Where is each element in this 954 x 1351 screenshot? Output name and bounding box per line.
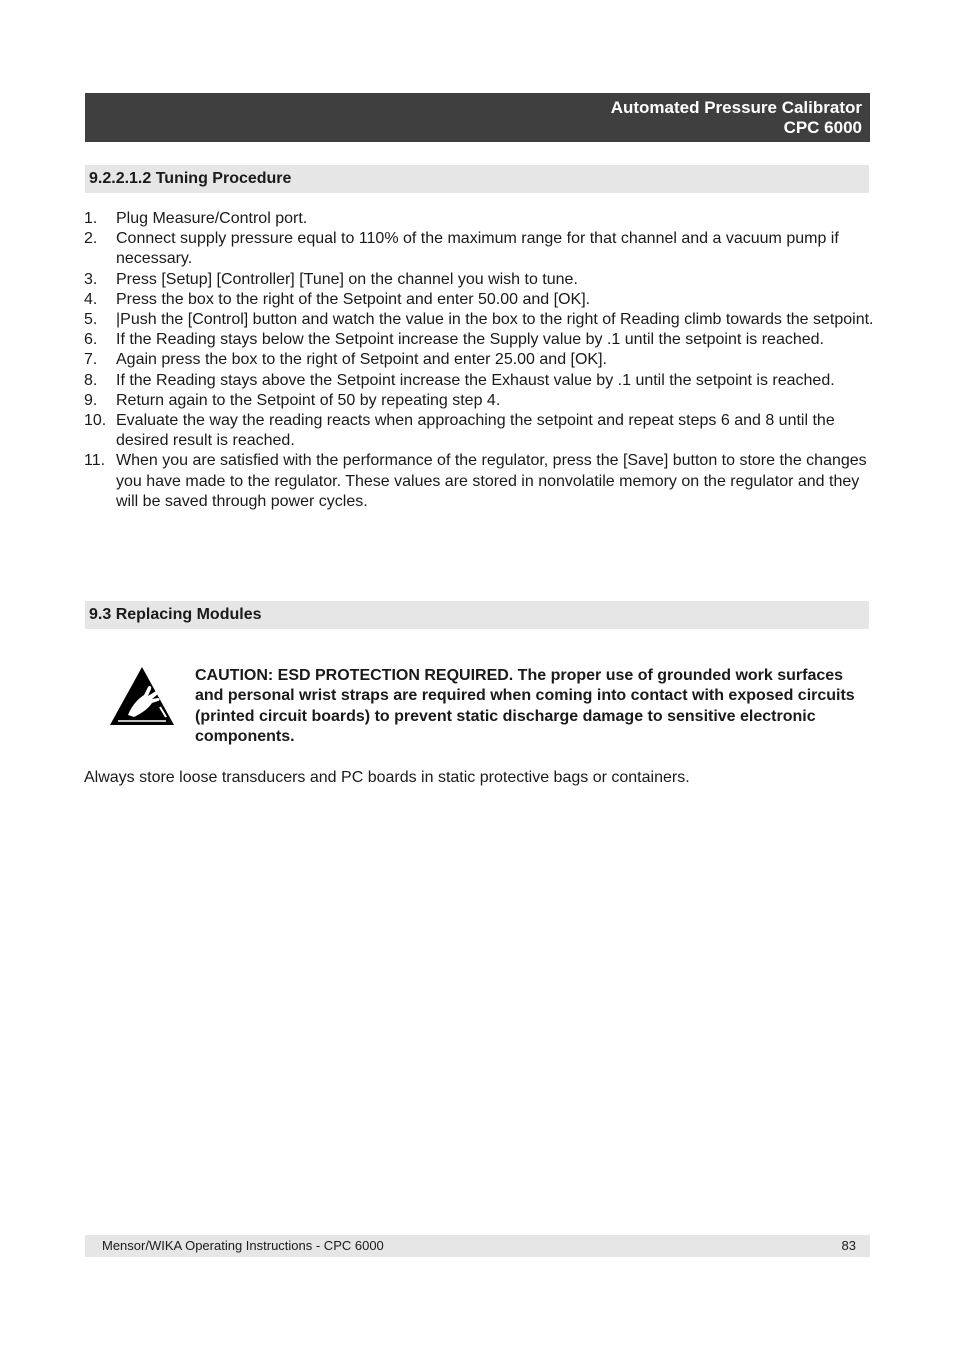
caution-esd-text: CAUTION: ESD PROTECTION REQUIRED. The proper use of grounded work surfaces and personal wrist straps are required when coming into contact with exposed circuits (printed circuit boards) to prevent static discharge damage to sensitive electronic components. (195, 667, 855, 745)
step-text: Press [Setup] [Controller] [Tune] on the channel you wish to tune. (116, 270, 578, 288)
step-number: 11. (84, 452, 106, 470)
list-item (84, 391, 874, 411)
page-footer (85, 1235, 870, 1257)
header-title: Automated Pressure Calibrator (610, 98, 862, 117)
step-text: |Push the [Control] button and watch the value in the box to the right of Reading climb towards the setpoint. (116, 311, 874, 329)
section-heading-tuning: 9.2.2.1.2 Tuning Procedure (85, 165, 869, 193)
page-number: 83 (841, 1238, 856, 1253)
step-text: Press the box to the right of the Setpoint and enter 50.00 and [OK]. (116, 290, 591, 308)
list-item (84, 310, 874, 330)
step-number: 3. (84, 270, 98, 288)
step-text: Return again to the Setpoint of 50 by repeating step 4. (116, 391, 501, 409)
footer-document-title: Mensor/WIKA Operating Instructions - CPC 6000 (102, 1238, 384, 1253)
list-item (84, 330, 874, 350)
list-item (84, 209, 874, 229)
list-item (84, 290, 874, 310)
step-text: Plug Measure/Control port. (116, 210, 308, 227)
step-number: 6. (84, 331, 98, 349)
step-text: Evaluate the way the reading reacts when approaching the setpoint and repeat steps 6 and 8 until the desired result is reached. (116, 412, 835, 450)
step-number: 10. (84, 412, 107, 430)
tuning-steps-list (84, 209, 874, 512)
esd-warning-icon (108, 665, 176, 727)
step-number: 9. (84, 391, 98, 409)
section-heading-replacing-modules: 9.3 Replacing Modules (85, 601, 869, 629)
header-model: CPC 6000 (783, 118, 862, 137)
step-number: 4. (84, 290, 98, 308)
list-item (84, 411, 874, 451)
step-text: When you are satisfied with the performance of the regulator, press the [Save] button to store the changes you have made to the regulator. These values are stored in nonvolatile memory on the regulator and they will be saved through power cycles. (116, 452, 867, 510)
step-number: 2. (84, 230, 98, 248)
list-item (84, 270, 874, 290)
step-number: 1. (84, 210, 98, 227)
document-header (85, 93, 870, 142)
step-number: 7. (84, 351, 98, 369)
step-text: If the Reading stays below the Setpoint increase the Supply value by .1 until the setpoint is reached. (116, 331, 824, 349)
step-text: Connect supply pressure equal to 110% of the maximum range for that channel and a vacuum pump if necessary. (116, 230, 839, 268)
list-item (84, 350, 874, 370)
step-number: 8. (84, 371, 98, 389)
storage-instruction: Always store loose transducers and PC boards in static protective bags or containers. (84, 769, 690, 786)
step-number: 5. (84, 311, 98, 329)
list-item (84, 229, 874, 269)
step-text: Again press the box to the right of Setpoint and enter 25.00 and [OK]. (116, 351, 607, 369)
list-item (84, 451, 874, 512)
list-item (84, 371, 874, 391)
step-text: If the Reading stays above the Setpoint increase the Exhaust value by .1 until the setpoint is reached. (116, 371, 835, 389)
